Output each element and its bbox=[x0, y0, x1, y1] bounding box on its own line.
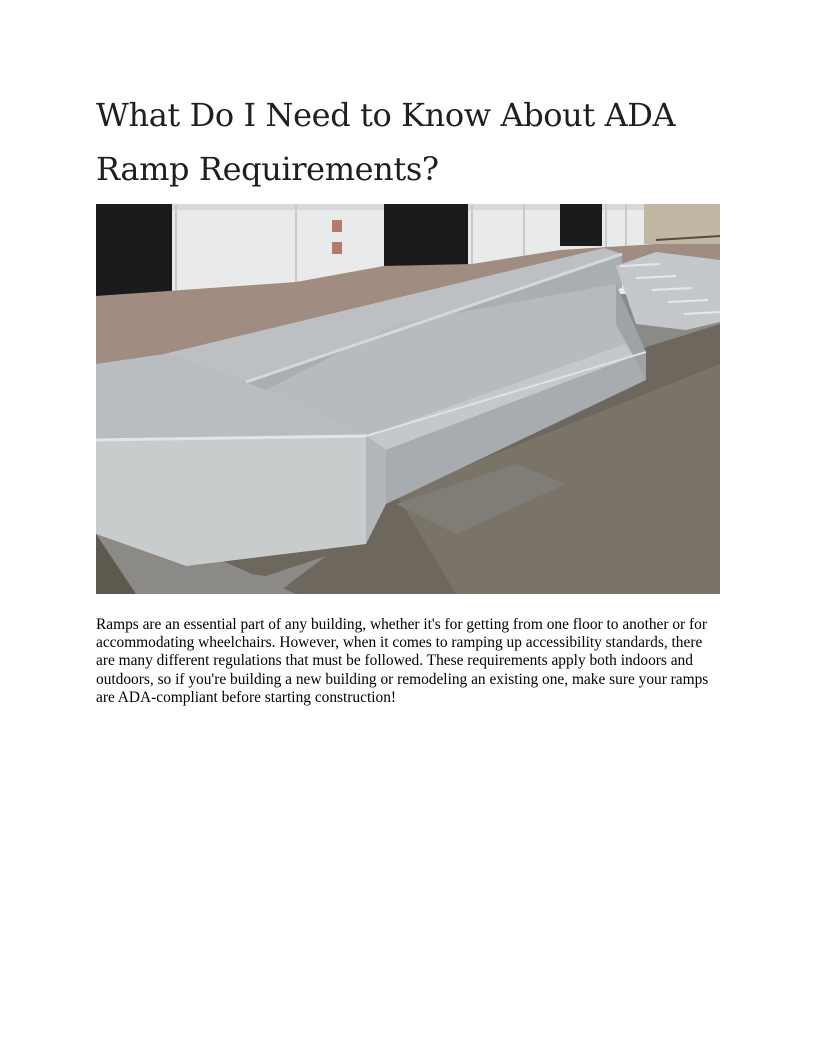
window bbox=[560, 204, 602, 246]
stairs bbox=[616, 252, 720, 330]
window bbox=[384, 204, 468, 266]
intro-paragraph: Ramps are an essential part of any building, whether it's for getting from one floor to another or for accommodating wheelchairs. However, when it comes to ramping up accessibility standards, there are many different regulations that must be followed. These requirements apply both indoors and outdoors, so if you're building a new building or remodeling an existing one, make sure your ramps are ADA-compliant before starting construction! bbox=[96, 616, 709, 706]
ramp-photo bbox=[96, 204, 720, 594]
ramp-front-face bbox=[96, 436, 366, 566]
page-title: What Do I Need to Know About ADA Ramp Requirements? bbox=[96, 96, 676, 188]
window bbox=[96, 204, 172, 296]
ramp-photo-illustration bbox=[96, 204, 720, 594]
